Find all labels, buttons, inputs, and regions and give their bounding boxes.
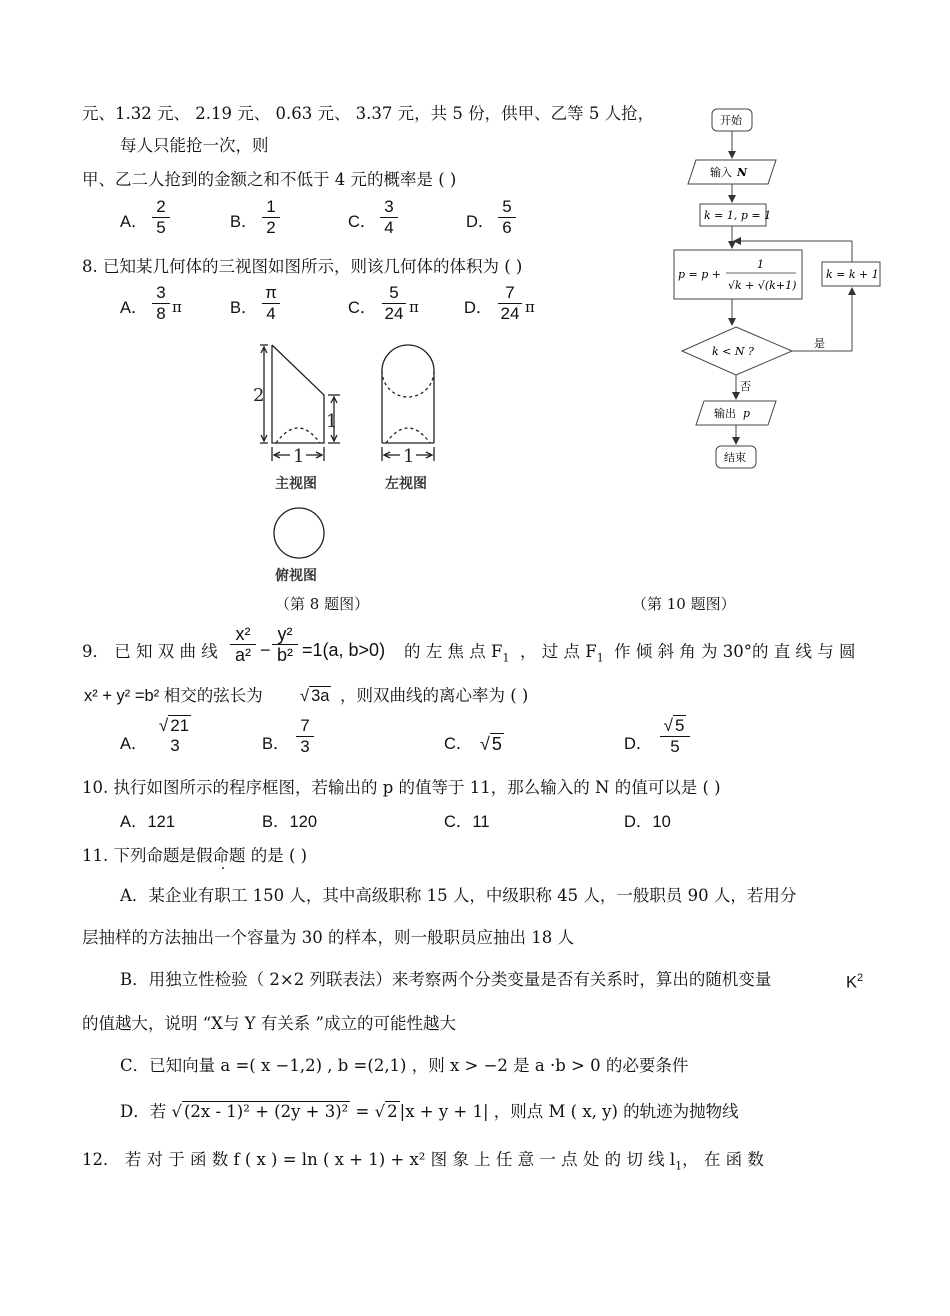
q7-option-d-fraction: $\frac{5}{6}$	[498, 197, 516, 238]
front-view-label: 主视图	[275, 476, 317, 492]
q8-option-d-pi: π	[525, 298, 535, 316]
q8-option-c-pi: π	[409, 298, 419, 316]
q9-option-b-label: B．	[262, 735, 290, 753]
fc-init-label: k = 1, p = 1	[704, 209, 772, 222]
fc-yes-label: 是	[814, 337, 825, 350]
q8-option-a-pi: π	[172, 298, 182, 316]
dim-1-front-width: 1	[293, 446, 305, 467]
q9-text3: 作 倾 斜 角 为 30°的 直 线 与 圆	[614, 642, 856, 661]
fc-update-den: √k + √(k+1)	[728, 279, 797, 292]
q7-option-a-fraction: $\frac{2}{5}$	[152, 197, 170, 238]
q10-option-d: D．10	[624, 813, 671, 831]
q9-option-d-fraction: $\frac{√ 5}{5}$	[660, 716, 690, 757]
fc-end-label: 结束	[724, 451, 746, 464]
q9-line2a: x² + y² =b² 相交的弦长为	[84, 687, 263, 705]
fc-update-num: 1	[757, 258, 764, 271]
q8-option-b-label: B．	[230, 299, 258, 317]
q7-option-b-fraction: $\frac{1}{2}$	[262, 197, 280, 238]
q11-option-d: D．若 √ (2x - 1)² + (2y + 3)² = √ 2 |x + y + 1| ，则点 M ( x, y) 的轨迹为抛物线	[120, 1102, 739, 1121]
three-view-figure	[240, 335, 460, 595]
q9-option-c-value: √ 5	[480, 734, 502, 754]
q9-frac-x: $\frac{\text{x²}}{\text{a²}}$	[230, 624, 256, 665]
q11-option-b-line1: B．用独立性检验（ 2×2 列联表法）来考察两个分类变量是否有关系时，算出的随机变量	[120, 970, 772, 989]
q11-option-a-line2: 层抽样的方法抽出一个容量为 30 的样本，则一般职员应抽出 18 人	[82, 928, 574, 947]
q7-option-d-label: D．	[466, 213, 495, 231]
q8-option-b-fraction: $\frac{\pi}{4}$	[262, 283, 280, 324]
q10-option-c: C．11	[444, 813, 490, 831]
q7-line2: 每人只能抢一次，则	[120, 136, 269, 155]
fc-condition-label: k < N ?	[712, 345, 754, 358]
fc-start-label: 开始	[720, 114, 742, 127]
q8-caption: （第 8 题图）	[275, 595, 370, 613]
dim-1-height: 1	[326, 411, 338, 432]
q10-stem: 10. 执行如图所示的程序框图，若输出的 p 的值等于 11，那么输入的 N 的值可以是 ( )	[82, 778, 721, 797]
q7-option-a-label: A．	[120, 213, 148, 231]
q9-option-b-fraction: $\frac{7}{3}$	[296, 716, 314, 757]
q8-stem: 8. 已知某几何体的三视图如图所示，则该几何体的体积为 ( )	[82, 257, 523, 276]
q11-option-c: C．已知向量 a =( x −1,2) , b =(2,1) ，则 x > −2 是 a ·b > 0 的必要条件	[120, 1056, 689, 1075]
q8-option-c-fraction: $\frac{5}{24}$	[382, 283, 406, 324]
fc-increment-label: k = k + 1	[826, 268, 879, 281]
fc-output	[696, 401, 776, 425]
left-view	[382, 345, 434, 461]
flowchart-caption: （第 10 题图）	[632, 595, 736, 613]
q9-minus: −	[260, 640, 271, 660]
q8-option-a-fraction: $\frac{3}{8}$	[152, 283, 170, 324]
dim-1-left-width: 1	[403, 446, 415, 467]
q9-option-a-label: A．	[120, 735, 148, 753]
dim-2: 2	[253, 385, 265, 406]
q8-option-a-label: A．	[120, 299, 148, 317]
q7-option-c-fraction: $\frac{3}{4}$	[380, 197, 398, 238]
left-view-label: 左视图	[385, 476, 427, 492]
q11-stem: 11. 下列命题是假命题 的是 ( )	[82, 846, 308, 865]
fc-update-lhs: p = p +	[678, 268, 722, 281]
q10-option-b: B．120	[262, 813, 318, 831]
q9-frac-y: $\frac{\text{y²}}{\text{b²}}$	[272, 624, 298, 665]
q9-text2: ， 过 点 $F_1$	[520, 642, 604, 665]
q11-option-b-k2: $K^2$	[846, 972, 864, 992]
q9-prefix: 9． 已 知 双 曲 线	[82, 642, 218, 661]
q8-option-c-label: C．	[348, 299, 377, 317]
top-view-label: 俯视图	[275, 568, 317, 584]
fc-no-label: 否	[740, 380, 751, 393]
q8-option-d-label: D．	[464, 299, 493, 317]
q7-option-b-label: B．	[230, 213, 258, 231]
q7-line1: 元、1.32 元、 2.19 元、 0.63 元、 3.37 元，共 5 份，供甲、乙等 5 人抢，	[82, 104, 655, 123]
q11-option-b-line2: 的值越大，说明 “X与 Y 有关系 ”成立的可能性越大	[82, 1014, 456, 1033]
fc-output-var: p	[743, 407, 751, 420]
q9-option-a-fraction: √ 21 3	[158, 716, 190, 755]
flowchart	[670, 100, 890, 480]
q9-option-c-label: C．	[444, 735, 473, 753]
fc-output-label: 输出	[714, 407, 736, 420]
q7-option-c-label: C．	[348, 213, 377, 231]
q8-option-d-fraction: $\frac{7}{24}$	[498, 283, 522, 324]
q10-option-a: A．121	[120, 813, 176, 831]
q7-stem: 甲、乙二人抢到的金额之和不低于 4 元的概率是 ( )	[82, 170, 457, 189]
top-view	[274, 508, 324, 558]
q9-equation-tail: =1(a, b>0)	[302, 640, 386, 660]
front-view	[260, 345, 340, 461]
q9-chord-length: √ 3a	[300, 687, 330, 705]
fc-input	[688, 160, 776, 184]
q9-text1: 的 左 焦 点 $F_1$	[404, 642, 510, 665]
fc-input-label: 输入	[710, 166, 732, 179]
q9-line2c: ，则双曲线的离心率为 ( )	[340, 686, 529, 705]
fc-input-var: N	[737, 166, 748, 179]
q12-text: 12． 若 对 于 函 数 f ( x ) = ln ( x + 1) + x² 图 象 上 任 意 一 点 处 的 切 线 $l_1$， 在 函 数	[82, 1150, 764, 1173]
q9-option-d-label: D．	[624, 735, 653, 753]
q11-option-a-line1: A．某企业有职工 150 人，其中高级职称 15 人，中级职称 45 人，一般职员 90 人，若用分	[120, 886, 797, 905]
